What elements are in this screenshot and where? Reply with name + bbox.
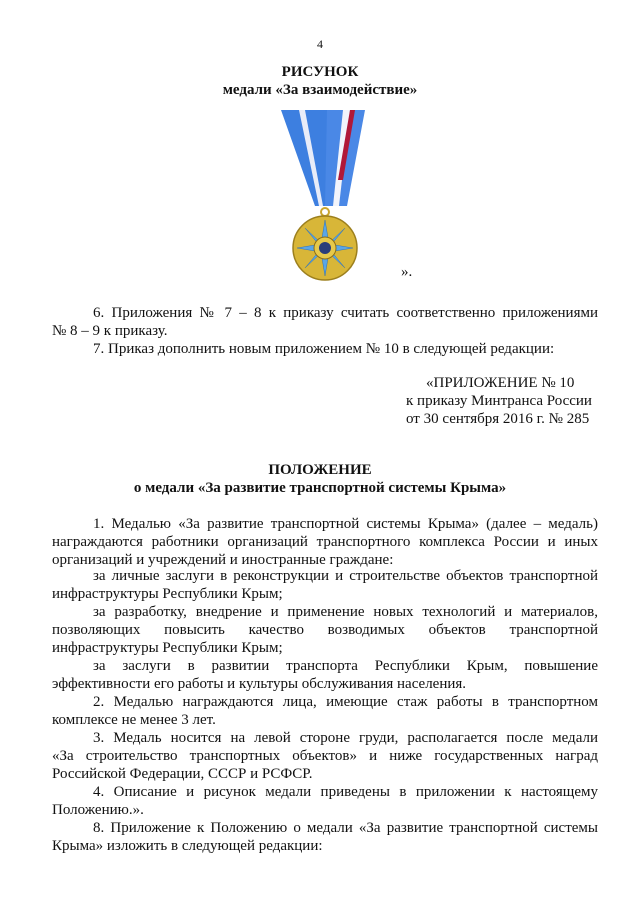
reg-line: инфраструктуры Республики Крым;	[52, 586, 283, 602]
reg-line: организаций и учреждений и иностранные граждане:	[52, 552, 394, 568]
reg-line: 4. Описание и рисунок медали приведены в приложении к настоящему	[93, 784, 598, 800]
reg-line: 3. Медаль носится на левой стороне груди, располагается после медали	[93, 730, 598, 746]
reg-line: за заслуги в развитии транспорта Республики Крым, повышение	[93, 658, 598, 674]
appendix-line-1: «ПРИЛОЖЕНИЕ № 10	[426, 375, 575, 391]
reg-line: Российской Федерации, СССР и РСФСР.	[52, 766, 313, 782]
regulation-subtitle: о медали «За развитие транспортной системы Крыма»	[133, 480, 507, 496]
reg-line: позволяющих повысить качество возводимых объектов транспортной	[52, 622, 598, 638]
reg-line: 8. Приложение к Положению о медали «За развитие транспортной системы	[93, 820, 598, 836]
appendix-line-2: к приказу Минтранса России	[406, 393, 592, 409]
page-number: 4	[317, 37, 323, 51]
medal-image	[275, 108, 370, 283]
regulation-title: ПОЛОЖЕНИЕ	[268, 462, 372, 478]
quote-close: ».	[401, 264, 413, 280]
reg-line: Положению.».	[52, 802, 144, 818]
figure-title: РИСУНОК	[281, 64, 359, 80]
reg-line: комплексе не менее 3 лет.	[52, 712, 216, 728]
item-6-line-2: № 8 – 9 к приказу.	[52, 323, 168, 339]
reg-line: награждаются работники организаций транспортного комплекса России и иных	[52, 534, 598, 550]
reg-line: 2. Медалью награждаются лица, имеющие стаж работы в транспортном	[93, 694, 598, 710]
figure-subtitle: медали «За взаимодействие»	[222, 82, 418, 98]
reg-line: Крыма» изложить в следующей редакции:	[52, 838, 323, 854]
reg-line: 1. Медалью «За развитие транспортной системы Крыма» (далее – медаль)	[93, 516, 598, 532]
reg-line: эффективности его работы и культуры обслуживания населения.	[52, 676, 467, 692]
medal-svg	[275, 108, 370, 283]
reg-line: инфраструктуры Республики Крым;	[52, 640, 283, 656]
appendix-line-3: от 30 сентября 2016 г. № 285	[406, 411, 590, 427]
reg-line: «За строительство транспортных объектов» и ниже государственных наград	[52, 748, 598, 764]
reg-line: за разработку, внедрение и применение новых технологий и материалов,	[93, 604, 598, 620]
item-7: 7. Приказ дополнить новым приложением № 10 в следующей редакции:	[93, 341, 555, 357]
reg-line: за личные заслуги в реконструкции и строительстве объектов транспортной	[93, 568, 598, 584]
item-6-line-1: 6. Приложения № 7 – 8 к приказу считать соответственно приложениями	[93, 305, 598, 321]
